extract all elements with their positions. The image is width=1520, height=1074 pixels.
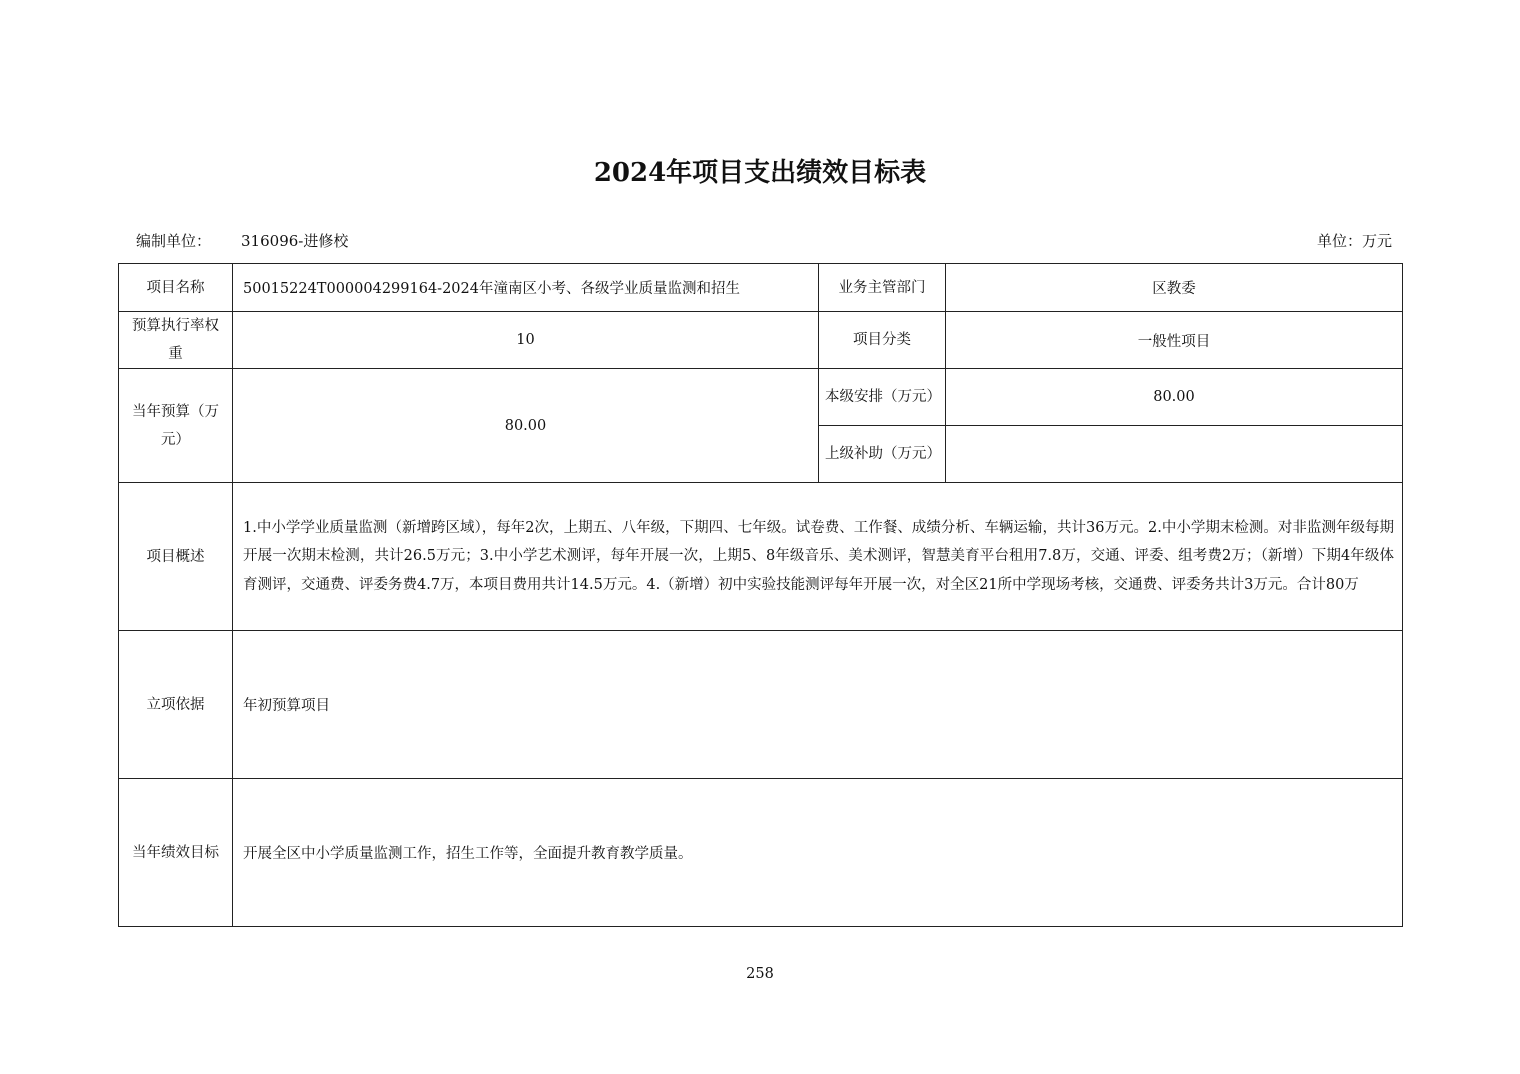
superior-value bbox=[946, 426, 1403, 483]
table-row bbox=[119, 483, 1403, 631]
exec-weight-value: 10 bbox=[233, 312, 819, 369]
budget-label: 当年预算（万元） bbox=[119, 369, 233, 483]
table-row bbox=[119, 779, 1403, 927]
compiling-unit-value: 316096-进修校 bbox=[241, 232, 349, 250]
superior-label: 上级补助（万元） bbox=[819, 426, 946, 483]
compiling-unit-label: 编制单位： bbox=[136, 232, 212, 250]
currency-unit: 单位：万元 bbox=[1316, 232, 1392, 250]
dept-label: 业务主管部门 bbox=[819, 264, 946, 312]
overview-value: 1.中小学学业质量监测（新增跨区域），每年2次，上期五、八年级，下期四、七年级。试卷费、工作餐、成绩分析、车辆运输，共计36万元。2.中小学期末检测。对非监测年级每期开展一次期末检测，共计26.5万元；3.中小学艺术测评，每年开展一次，上期5、8年级音乐、美术测评，智慧美育平台租用7.8万，交通、评委、组考费2万；（新增）下期4年级体育测评，交通费、评委务费4.7万，本项目费用共计14.5万元。4.（新增）初中实验技能测评每年开展一次，对全区21所中学现场考核，交通费、评委务共计3万元。合计80万 bbox=[233, 483, 1403, 631]
exec-weight-label: 预算执行率权重 bbox=[119, 312, 233, 369]
project-name-value: 50015224T000004299164-2024年潼南区小考、各级学业质量监测和招生 bbox=[233, 264, 819, 312]
basis-label: 立项依据 bbox=[119, 631, 233, 779]
dept-value: 区教委 bbox=[946, 264, 1403, 312]
table-row bbox=[119, 369, 1403, 426]
page-title: 2024年项目支出绩效目标表 bbox=[593, 158, 927, 188]
performance-table bbox=[118, 263, 1403, 927]
category-value: 一般性项目 bbox=[946, 312, 1403, 369]
category-label: 项目分类 bbox=[819, 312, 946, 369]
overview-label: 项目概述 bbox=[119, 483, 233, 631]
goal-value: 开展全区中小学质量监测工作，招生工作等，全面提升教育教学质量。 bbox=[233, 779, 1403, 927]
local-value: 80.00 bbox=[946, 369, 1403, 426]
table-row bbox=[119, 312, 1403, 369]
table-row bbox=[119, 264, 1403, 312]
page-number: 258 bbox=[746, 966, 774, 982]
budget-value: 80.00 bbox=[233, 369, 819, 483]
local-label: 本级安排（万元） bbox=[819, 369, 946, 426]
project-name-label: 项目名称 bbox=[119, 264, 233, 312]
compiling-unit bbox=[136, 230, 348, 251]
table-row bbox=[119, 631, 1403, 779]
basis-value: 年初预算项目 bbox=[233, 631, 1403, 779]
goal-label: 当年绩效目标 bbox=[119, 779, 233, 927]
